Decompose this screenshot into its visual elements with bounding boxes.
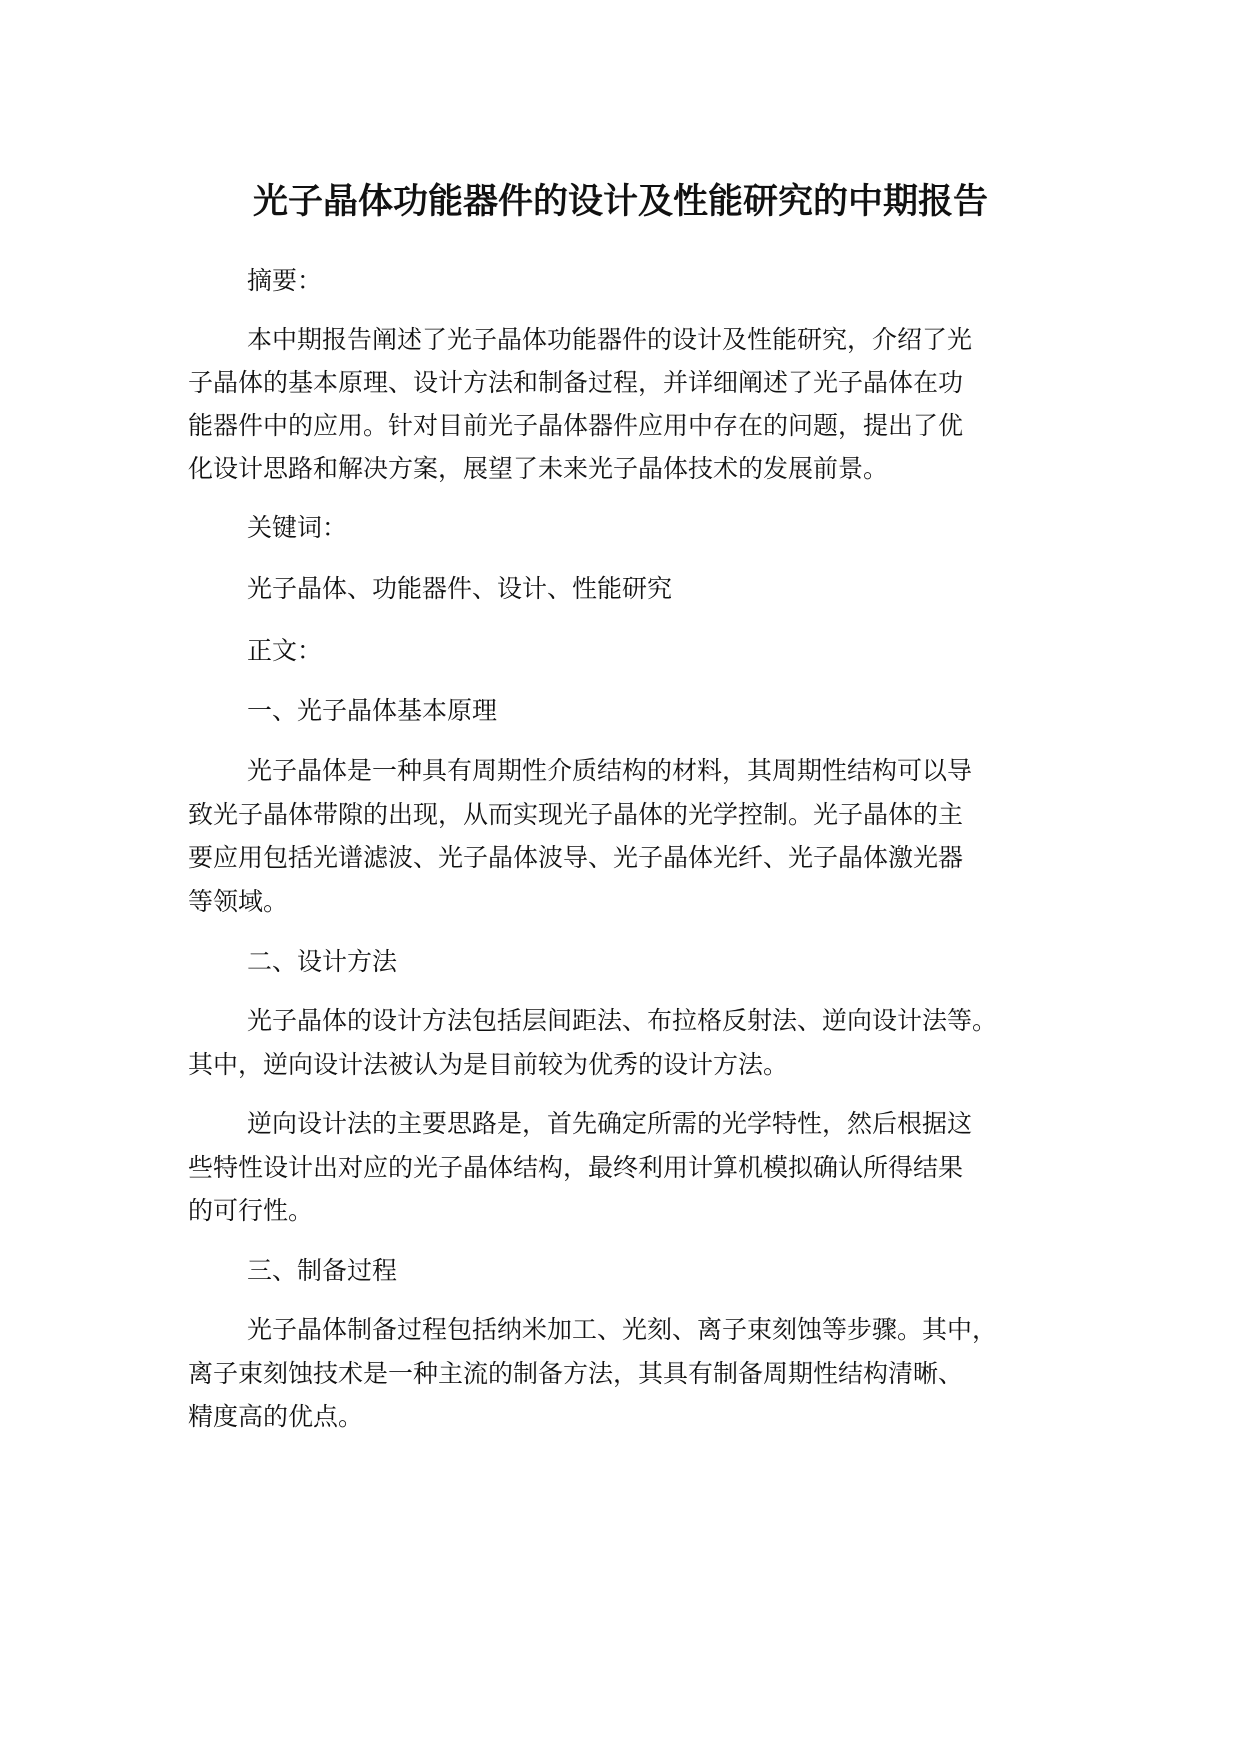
section2-p2-line: 逆向设计法的主要思路是，首先确定所需的光学特性，然后根据这 [247,1109,973,1138]
section-heading: 一、光子晶体基本原理 [247,696,498,725]
keywords-list: 光子晶体、功能器件、设计、性能研究 [247,574,673,603]
section3-line: 离子束刻蚀技术是一种主流的制备方法，其具有制备周期性结构清晰、 [188,1359,964,1388]
section1-line: 光子晶体是一种具有周期性介质结构的材料，其周期性结构可以导 [247,756,973,785]
section1-line: 要应用包括光谱滤波、光子晶体波导、光子晶体光纤、光子晶体激光器 [188,843,964,872]
document-title: 光子晶体功能器件的设计及性能研究的中期报告 [252,182,988,222]
section1-line: 等领域。 [188,887,289,916]
section3-line: 精度高的优点。 [188,1402,364,1431]
section2-p1-line: 其中，逆向设计法被认为是目前较为优秀的设计方法。 [188,1050,789,1079]
keywords-heading: 关键词： [247,513,348,542]
section-heading: 三、制备过程 [247,1256,398,1285]
abstract-line: 本中期报告阐述了光子晶体功能器件的设计及性能研究，介绍了光 [247,325,973,354]
section2-p2-line: 的可行性。 [188,1196,314,1225]
abstract-line: 能器件中的应用。针对目前光子晶体器件应用中存在的问题，提出了优 [188,411,964,440]
section-heading: 二、设计方法 [247,947,398,976]
section3-line: 光子晶体制备过程包括纳米加工、光刻、离子束刻蚀等步骤。其中， [247,1315,998,1344]
abstract-line: 子晶体的基本原理、设计方法和制备过程，并详细阐述了光子晶体在功 [188,368,964,397]
section2-p2-line: 些特性设计出对应的光子晶体结构，最终利用计算机模拟确认所得结果 [188,1153,964,1182]
abstract-heading: 摘要： [247,266,323,295]
body-heading: 正文： [247,636,323,665]
abstract-line: 化设计思路和解决方案，展望了未来光子晶体技术的发展前景。 [188,454,889,483]
section2-p1-line: 光子晶体的设计方法包括层间距法、布拉格反射法、逆向设计法等。 [247,1006,998,1035]
section1-line: 致光子晶体带隙的出现，从而实现光子晶体的光学控制。光子晶体的主 [188,800,964,829]
